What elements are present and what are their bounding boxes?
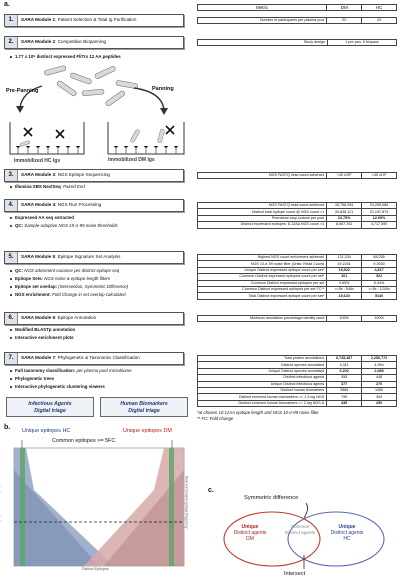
metric-cell: NGS FASTQ read count achieved — [198, 203, 327, 209]
hc-value-cell: 4,717,590 — [362, 222, 397, 228]
dm-value-cell: 8,667,781 — [327, 222, 362, 228]
dm-header: DM — [327, 5, 362, 11]
metric-cell: Number of participants per plasma pool — [198, 18, 327, 24]
metric-cell: Common Distinct expressed epitopes count per set* — [198, 274, 327, 280]
dm-value-cell: 9,311 — [327, 362, 362, 368]
dm-value-cell: 790 — [327, 394, 362, 400]
hc-value-cell: 6.44% — [362, 280, 397, 286]
unique-dm-label: Unique epitopes DM — [123, 428, 172, 434]
module-6-bullet: Interactive enrichment plots — [10, 335, 74, 341]
hc-value-cell: 448 — [362, 375, 397, 381]
symmetric-difference-label: Symmetric difference — [244, 495, 299, 501]
metric-cell: NGS FASTQ read count achieved — [198, 173, 327, 179]
dm-value-cell: 30,838,121 — [327, 209, 362, 215]
hc-value-cell: >40 x10⁶ — [362, 173, 397, 179]
metric-header: Metric — [198, 5, 327, 11]
dm-value-cell: 131,334 — [327, 255, 362, 261]
table-row — [198, 222, 397, 228]
hc-value-cell: 88,255 — [362, 255, 397, 261]
hc-value-cell: 2,085 — [362, 368, 397, 374]
unique-hc-agents: Unique Distinct agents HC — [330, 524, 364, 542]
module-title: SARA Module 6: Epitope Annotation — [21, 315, 97, 320]
metric-cell: Distinct enriched human biomarkers >= 1.3 log NGS — [198, 394, 327, 400]
immobilized-hc-label: Immobilized HC Igs — [14, 158, 61, 164]
module-number: 2. — [5, 37, 18, 48]
unique-dm-agents: Unique Distinct agents DM — [233, 524, 267, 542]
module-5-bullet: Epitope Sets: NGS noise & epitope length filters — [10, 276, 110, 282]
hc-value-cell: 2,250,772 — [362, 356, 397, 362]
metric-cell: Distinct expressed epitopes: 6-12AA NGS count >1 — [198, 222, 327, 228]
metric-cell: Unique Distinct infectious agents — [198, 381, 327, 387]
metric-table-4 — [197, 202, 397, 229]
hc-value-cell: >=5x : 1240x — [362, 286, 397, 292]
dm-value-cell: 15,623 — [327, 293, 362, 299]
module-number: 3. — [5, 170, 18, 181]
module-title: SARA Module 1: Patient Selection & Total Ig Purification — [21, 17, 137, 22]
dm-value-cell: 15,522 — [327, 267, 362, 273]
panel-a-letter: a. — [4, 1, 10, 8]
metric-table-1 — [197, 17, 397, 24]
metric-cell: Study design — [198, 40, 328, 46]
x-axis-label: Distinct Epitopes — [82, 567, 109, 571]
panel-c-letter: c. — [208, 487, 214, 494]
immobilized-dm-label: Immobilized DM Igs — [108, 157, 155, 163]
hc-header: HC — [362, 5, 397, 11]
dm-value-cell: 0.65% — [327, 280, 362, 286]
biopanning-illustration — [4, 64, 189, 160]
module-7-bullet: Phylogenetic trees — [10, 376, 54, 382]
metric-cell: Common Distinct expressed epitopes per set FC** — [198, 286, 327, 292]
common-agents: Common Distinct agents — [284, 524, 316, 535]
hc-value-cell: 270 — [362, 381, 397, 387]
metric-cell: Unique Distinct expressed epitope count per set* — [198, 267, 327, 273]
panning-label: Panning — [152, 86, 174, 92]
pre-panning-label: Pre-Panning — [6, 88, 39, 94]
table-row — [198, 40, 397, 46]
module-title: SARA Module 5: Epitope Signature Set Analysis — [21, 254, 121, 259]
module-number: 1. — [5, 15, 18, 26]
module-5-bullet: Epitope set overlap: (Intersection, Symmetric Difference) — [10, 284, 128, 290]
table-row — [198, 400, 397, 406]
table-row — [198, 173, 397, 179]
metric-table-7 — [197, 355, 397, 407]
module-2-box — [4, 36, 184, 49]
module-6-bullet: Modified BLASTp annotation — [10, 327, 75, 333]
table-row — [198, 316, 397, 322]
module-3-bullet: Illumina SBS NextSeq: Paired End — [10, 184, 85, 190]
module-1-box — [4, 14, 184, 27]
metric-cell: Distinct enriched human biomarkers >= 2 log NGS & — [198, 400, 327, 406]
hc-value-cell: 12.65% — [362, 215, 397, 221]
hc-value-cell: 4,817 — [362, 267, 397, 273]
module-5-box — [4, 251, 184, 264]
module-5-bullet: NGS enrichment: Fold Change in set overlap calculated — [10, 292, 126, 298]
library-bullet: 1.77 x 10⁹ distinct expressed FliTrx 12 AA peptides — [10, 54, 121, 60]
panel-b-chart — [4, 430, 194, 578]
dm-value-cell: 1 pre-pan, 5 biopans — [328, 40, 397, 46]
hc-value-cell: 4,994 — [362, 362, 397, 368]
module-4-bullet: Expressed AA seq extracted — [10, 215, 74, 221]
metric-cell: Highest NGS count enrichment achieved — [198, 255, 327, 261]
metric-cell: Common Distinct expressed epitopes per set — [198, 280, 327, 286]
metric-cell: Distinct infectious agents — [198, 375, 327, 381]
intersect-label: Intersect — [284, 571, 306, 577]
dm-value-cell: 35,756,094 — [327, 203, 362, 209]
metric-table-5 — [197, 254, 397, 300]
dm-value-cell: 20 — [327, 18, 362, 24]
module-6-box — [4, 312, 184, 325]
metric-cell: Premature stop codons per pool — [198, 215, 327, 221]
common-epitopes-label: Common epitopes >= 5FC — [52, 438, 116, 444]
metric-cell: Distinct total epitope count @ NGS count >1 — [198, 209, 327, 215]
unique-hc-label: Unique epitopes HC — [22, 428, 71, 434]
dm-value-cell: 2885 — [327, 387, 362, 393]
metric-cell: NGS 10-σ-99 noise filter (Units: Read Count) — [198, 261, 327, 267]
dm-value-cell: 6,202 — [327, 368, 362, 374]
hc-value-cell: 20 — [362, 18, 397, 24]
metric-header-table — [197, 4, 397, 11]
module-5-bullet: QC: NGS advisment variance per distinct epitope seq — [10, 268, 119, 274]
dm-value-cell: 19.2201 — [327, 261, 362, 267]
dm-value-cell: 377 — [327, 381, 362, 387]
metric-table-2 — [197, 39, 397, 46]
hc-value-cell: 1450 — [362, 387, 397, 393]
dm-value-cell: 100% — [327, 316, 362, 322]
hc-value-cell: 24,269,086 — [362, 203, 397, 209]
panel-b-letter: b. — [4, 424, 11, 431]
metric-cell: Distinct species annotated — [198, 362, 327, 368]
hc-value-cell: 5140 — [362, 293, 397, 299]
module-7-bullet: Interactive phylogenetic clustering viewers — [10, 384, 105, 390]
module-title: SARA Module 7: Phylogenetic & Taxonomic Classification — [21, 355, 140, 360]
dm-value-cell: >=5x : 546x — [327, 286, 362, 292]
hc-value-cell: 21,197,879 — [362, 209, 397, 215]
dm-value-cell: >40 x10⁶ — [327, 173, 362, 179]
table-row — [198, 18, 397, 24]
y-axis-right-label: Total enrichment epitope frequency — [184, 475, 189, 529]
hc-value-cell: 322 — [362, 274, 397, 280]
module-number: 6. — [5, 313, 18, 324]
module-number: 7. — [5, 353, 18, 364]
metric-cell: Distinct human biomarkers — [198, 387, 327, 393]
module-4-box — [4, 199, 184, 212]
module-7-bullet: Full taxonomy classification: per plasma pool microbiome — [10, 368, 132, 374]
table-row — [198, 293, 397, 299]
module-3-box — [4, 169, 184, 182]
module-title: SARA Module 4: NGS Run Processing — [21, 202, 102, 207]
dm-value-cell: 13.75% — [327, 215, 362, 221]
infectious-agents-tag: Infectious Agents Digital triage — [6, 397, 94, 417]
dm-value-cell: 101 — [327, 274, 362, 280]
metric-table-6 — [197, 315, 397, 322]
hc-value-cell: 309 — [362, 394, 397, 400]
module-4-bullet: QC: Sample-adaptive NGS 10-σ-99 noise thresholds — [10, 223, 118, 229]
metric-cell: Total protein annotations — [198, 356, 327, 362]
human-biomarkers-tag: Human Biomarkers Digital triage — [100, 397, 188, 417]
module-number: 4. — [5, 200, 18, 211]
dm-value-cell: 455 — [327, 375, 362, 381]
metric-cell: Minimum annotation percentage identity used — [198, 316, 327, 322]
y-axis-left-label — [0, 481, 1, 523]
metric-cell: Unique Distinct species annotated — [198, 368, 327, 374]
hc-value-cell: 100% — [362, 316, 397, 322]
metric-cell: Total Distinct expressed epitope count per set* — [198, 293, 327, 299]
footnote-1: *at chosen 10:12AA epitope length and NGS 10-σ-99 noise filter — [197, 410, 319, 415]
module-title: SARA Module 2: Competitive Biopanning — [21, 39, 107, 44]
module-number: 5. — [5, 252, 18, 263]
dm-value-cell: 435 — [327, 400, 362, 406]
hc-value-cell: 9.3930 — [362, 261, 397, 267]
footnote-2: ** FC: Fold change — [197, 416, 234, 421]
hc-value-cell: 250 — [362, 400, 397, 406]
module-title: SARA Module 3: NGS Epitope Sequencing — [21, 172, 110, 177]
dm-value-cell: 6,745,487 — [327, 356, 362, 362]
module-7-box — [4, 352, 184, 365]
metric-table-3 — [197, 172, 397, 179]
